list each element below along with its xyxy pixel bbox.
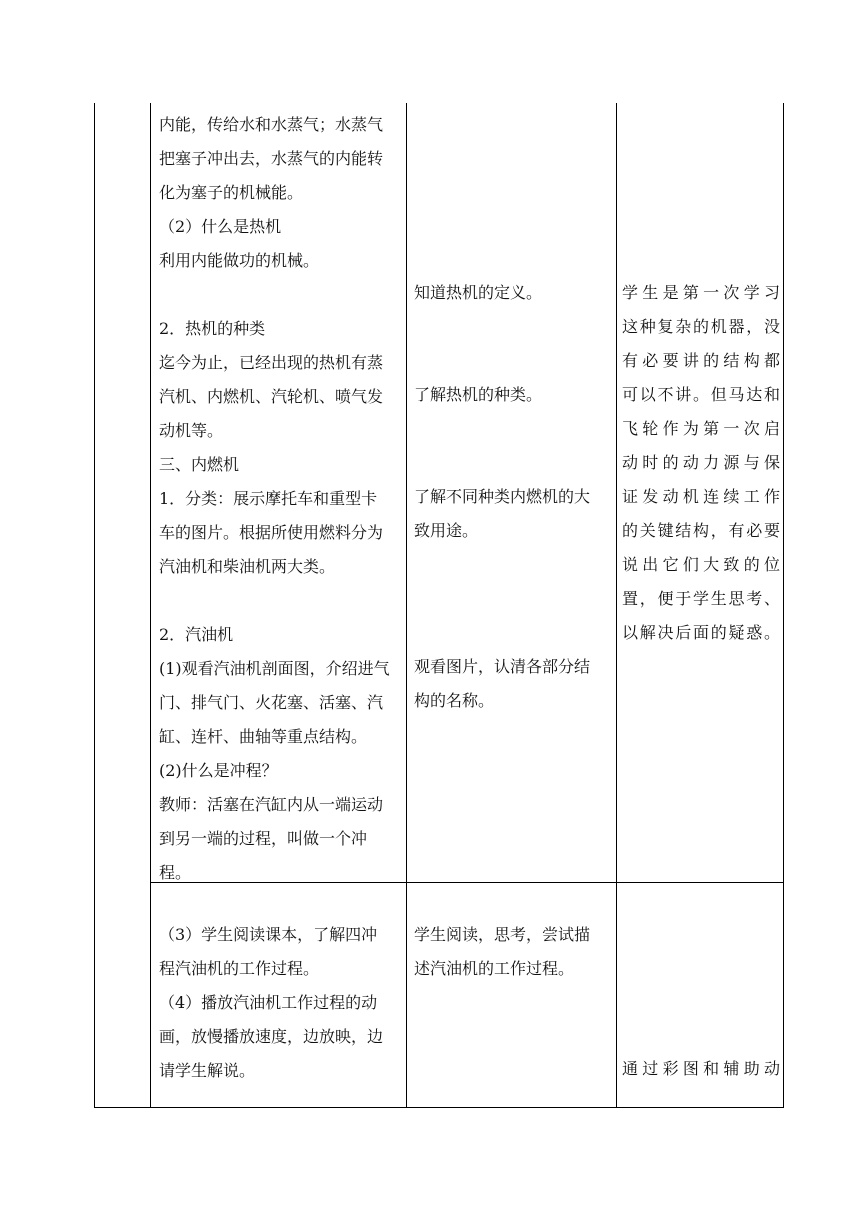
row1-notes-cell xyxy=(622,276,780,650)
content-line: 迄今为止，已经出现的热机有蒸 xyxy=(159,353,384,372)
content-line: 动机等。 xyxy=(159,421,224,440)
content-line: 缸、连杆、曲轴等重点结构。 xyxy=(159,727,368,746)
notes-line: 通过彩图和辅助动 xyxy=(622,1059,780,1078)
notes-line: 动时的动力源与保 xyxy=(622,453,780,472)
notes-line: 可以不讲。但马达和 xyxy=(622,385,780,404)
student-line: 了解不同种类内燃机的大 xyxy=(414,487,591,506)
table-divider-col1 xyxy=(150,103,151,1108)
content-line: 汽机、内燃机、汽轮机、喷气发 xyxy=(159,387,384,406)
notes-line: 的关键结构，有必要 xyxy=(622,521,780,540)
student-line: 构的名称。 xyxy=(414,691,495,710)
table-divider-col3 xyxy=(616,103,617,1108)
content-line: (2)什么是冲程？ xyxy=(159,761,278,780)
content-line: 1．分类：展示摩托车和重型卡 xyxy=(159,489,378,508)
content-line: 汽油机和柴油机两大类。 xyxy=(159,557,336,576)
table-divider-col2 xyxy=(406,103,407,1108)
student-line: 学生阅读，思考，尝试描 xyxy=(414,925,591,944)
content-line: 程。 xyxy=(159,863,192,882)
content-line: （4）播放汽油机工作过程的动 xyxy=(159,993,378,1012)
content-line: 2．汽油机 xyxy=(159,625,234,644)
student-line: 述汽油机的工作过程。 xyxy=(414,959,575,978)
content-line: (1)观看汽油机剖面图，介绍进气 xyxy=(159,659,390,678)
table-left-border xyxy=(94,103,95,1108)
content-line: 车的图片。根据所使用燃料分为 xyxy=(159,523,384,542)
notes-line: 置，便于学生思考、 xyxy=(622,589,780,608)
content-line: 把塞子冲出去，水蒸气的内能转 xyxy=(159,149,384,168)
notes-line: 证发动机连续工作 xyxy=(622,487,780,506)
student-line: 观看图片，认清各部分结 xyxy=(414,657,591,676)
row2-notes-cell xyxy=(622,1052,780,1086)
content-line: （2）什么是热机 xyxy=(159,217,282,236)
content-line: 画，放慢播放速度，边放映，边 xyxy=(159,1027,384,1046)
notes-line: 有必要讲的结构都 xyxy=(622,351,780,370)
table-bottom-border xyxy=(94,1107,784,1108)
content-line: 化为塞子的机械能。 xyxy=(159,183,304,202)
student-line: 致用途。 xyxy=(414,521,479,540)
row2-content-cell xyxy=(159,918,404,1088)
content-line: 门、排气门、火花塞、活塞、汽 xyxy=(159,693,384,712)
notes-line: 以解决后面的疑惑。 xyxy=(622,623,780,642)
student-line: 了解热机的种类。 xyxy=(414,385,543,404)
content-line: 内能，传给水和水蒸气；水蒸气 xyxy=(159,115,384,134)
notes-line: 说出它们大致的位 xyxy=(622,555,780,574)
row2-student-cell xyxy=(414,918,612,986)
blank-line xyxy=(159,278,404,312)
table-right-border xyxy=(783,103,784,1108)
notes-line: 这种复杂的机器，没 xyxy=(622,317,780,336)
student-line: 知道热机的定义。 xyxy=(414,283,543,302)
content-line: 2．热机的种类 xyxy=(159,319,266,338)
content-line: 程汽油机的工作过程。 xyxy=(159,959,320,978)
content-line: 三、内燃机 xyxy=(159,455,240,474)
content-line: 利用内能做功的机械。 xyxy=(159,251,320,270)
row1-content-cell xyxy=(159,108,404,890)
content-line: 教师：活塞在汽缸内从一端运动 xyxy=(159,795,384,814)
content-line: 请学生解说。 xyxy=(159,1061,256,1080)
notes-line: 飞轮作为第一次启 xyxy=(622,419,780,438)
notes-line: 学生是第一次学习 xyxy=(622,283,780,302)
blank-line xyxy=(159,584,404,618)
content-line: （3）学生阅读课本，了解四冲 xyxy=(159,925,378,944)
content-line: 到另一端的过程，叫做一个冲 xyxy=(159,829,368,848)
